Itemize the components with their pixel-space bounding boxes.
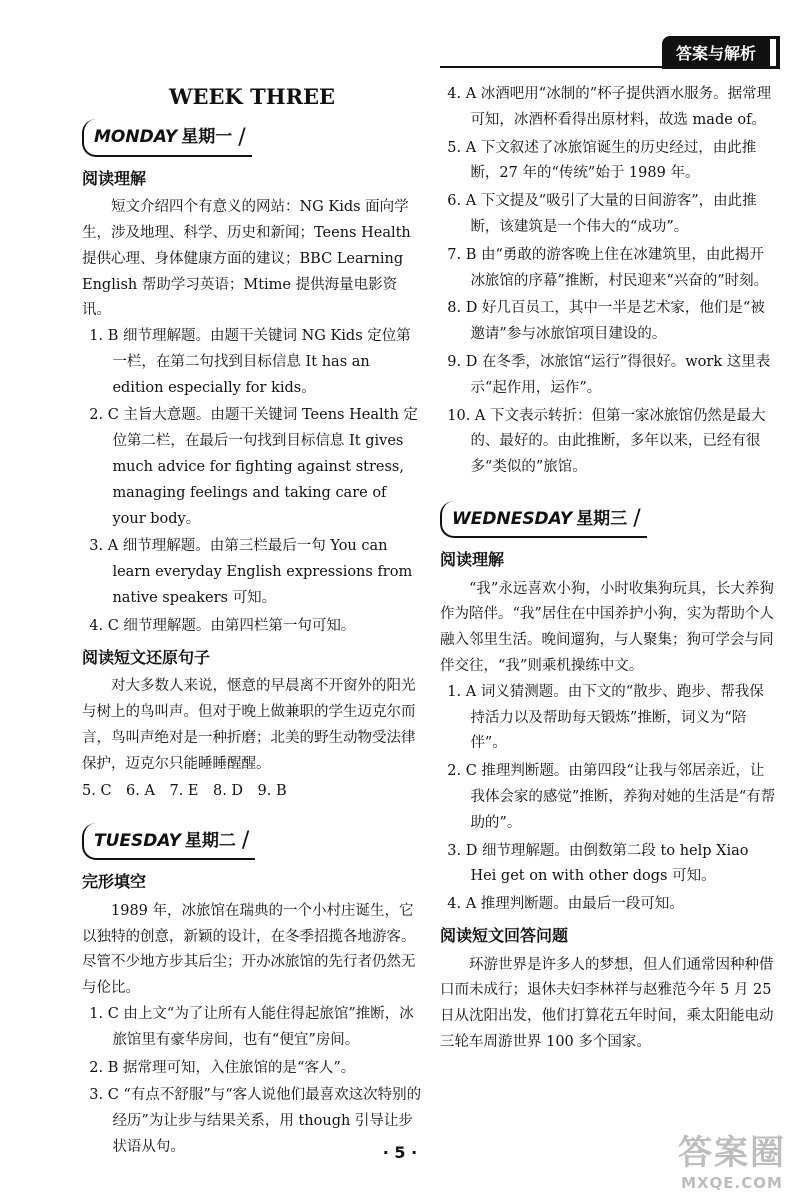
answer-item: 2. C 主旨大意题。由题干关键词 Teens Health 定位第二栏，在最后一句找到目标信息 It gives much advice for fighting against stress, managing feelings and taking care of your body。 bbox=[89, 407, 418, 527]
right-column bbox=[440, 82, 778, 1056]
slash-decoration-icon: / bbox=[238, 124, 246, 150]
answer-item: 4. C 细节理解题。由第四栏第一句可知。 bbox=[89, 617, 356, 634]
day-label-cn: 星期二 bbox=[184, 831, 236, 852]
day-label: MONDAY bbox=[94, 127, 178, 148]
answer-item: 9. D 在冬季，冰旅馆“运行”得很好。work 这里表示“起作用，运作”。 bbox=[447, 353, 771, 396]
answer-item: 10. A 下文表示转折：但第一家冰旅馆仍然是最大的、最好的。由此推断，多年以来，已经有很多“类似的”旅馆。 bbox=[447, 407, 766, 476]
section-header-tag: 答案与解析 bbox=[662, 36, 780, 69]
day-label: WEDNESDAY bbox=[452, 508, 573, 529]
answer-item: 4. A 推理判断题。由最后一段可知。 bbox=[447, 896, 684, 913]
answer-item: 1. C 由上文“为了让所有人能住得起旅馆”推断，冰旅馆里有豪华房间，也有“便宜”房间。 bbox=[89, 1006, 414, 1048]
summary-paragraph: 短文介绍四个有意义的网站：NG Kids 面向学生，涉及地理、科学、历史和新闻；Teens Health 提供心理、身体健康方面的建议；BBC Learning English 帮助学习英语；Mtime 提供海量电影资讯。 bbox=[82, 199, 411, 319]
section-title: 完形填空 bbox=[82, 872, 147, 892]
section-title: 阅读理解 bbox=[82, 168, 147, 188]
summary-paragraph: 1989 年，冰旅馆在瑞典的一个小村庄诞生，它以独特的创意，新颖的设计，在冬季招揽各地游客。尽管不少地方步其后尘；开办冰旅馆的先行者仍然无与伦比。 bbox=[82, 902, 416, 997]
watermark-logo: 答案圈 MXQE.COM bbox=[678, 1133, 786, 1192]
answer-item: 2. C 推理判断题。由第四段“让我与邻居亲近，让我体会家的感觉”推断，养狗对她的生活是“有帮助的”。 bbox=[447, 763, 776, 831]
answer-item: 4. A 冰酒吧用“冰制的”杯子提供酒水服务。据常理可知，冰酒杯看得出原材料，故选 made of。 bbox=[447, 86, 772, 128]
slash-decoration-icon: / bbox=[633, 506, 641, 532]
answer-item: 3. D 细节理解题。由倒数第二段 to help Xiao Hei get on with other dogs 可知。 bbox=[447, 842, 749, 885]
answer-item: 2. B 据常理可知，入住旅馆的是“客人”。 bbox=[89, 1059, 356, 1076]
answer-item: 1. A 词义猜测题。由下文的“散步、跑步、帮我保持活力以及帮助每天锻炼”推断，词义为“陪伴”。 bbox=[447, 683, 764, 752]
summary-paragraph: 环游世界是许多人的梦想，但人们通常因种种借口而未成行；退休夫妇李林祥与赵雅范今年 5 月 25 日从沈阳出发，他们打算花五年时间，乘太阳能电动三轮车周游世界 100 多个国家。 bbox=[440, 956, 774, 1050]
answer-line: 5. C 6. A 7. E 8. D 9. B bbox=[82, 783, 287, 800]
week-title: WEEK THREE bbox=[168, 84, 336, 109]
header-rule bbox=[440, 66, 780, 68]
answer-item: 3. A 细节理解题。由第三栏最后一句 You can learn everyday English expressions from native speakers 可知。 bbox=[89, 538, 413, 607]
day-tag-tuesday bbox=[82, 823, 255, 860]
page-number: · 5 · bbox=[382, 1143, 418, 1162]
left-column bbox=[82, 82, 422, 1163]
day-label-cn: 星期三 bbox=[576, 508, 628, 529]
section-title: 阅读短文回答问题 bbox=[440, 926, 569, 946]
summary-paragraph: 对大多数人来说，惬意的早晨离不开窗外的阳光与树上的鸟叫声。但对于晚上做兼职的学生迈克尔而言，鸟叫声绝对是一种折磨；北美的野生动物受法律保护，迈克尔只能睡睡醒醒。 bbox=[82, 678, 416, 772]
day-tag-monday bbox=[82, 119, 252, 156]
day-label-cn: 星期一 bbox=[181, 127, 233, 148]
answer-item: 7. B 由“勇敢的游客晚上住在冰建筑里，由此揭开冰旅馆的序幕”推断，村民迎来“兴奋的”时刻。 bbox=[447, 246, 769, 289]
section-title: 阅读短文还原句子 bbox=[82, 647, 211, 667]
answer-item: 6. A 下文提及“吸引了大量的日间游客”，由此推断，该建筑是一个伟大的“成功”。 bbox=[447, 193, 757, 235]
slash-decoration-icon: / bbox=[241, 828, 250, 854]
day-label: TUESDAY bbox=[94, 831, 181, 852]
day-tag-wednesday bbox=[440, 501, 647, 538]
answer-item: 5. A 下文叙述了冰旅馆诞生的历史经过，由此推断，27 年的“传统”始于 1989 年。 bbox=[447, 139, 757, 182]
summary-paragraph: “我”永远喜欢小狗，小时收集狗玩具，长大养狗作为陪伴。“我”居住在中国养护小狗，实为帮助个人融入邻里生活。晚间遛狗，与人聚集；狗可学会与同伴交往，“我”则乘机操练中文。 bbox=[440, 580, 774, 675]
section-title: 阅读理解 bbox=[440, 550, 505, 570]
answer-item: 3. C “有点不舒服”与“客人说他们最喜欢这次特别的经历”为让步与结果关系，用 though 引导让步状语从句。 bbox=[89, 1087, 422, 1155]
answer-item: 1. B 细节理解题。由题干关键词 NG Kids 定位第一栏，在第二句找到目标信息 It has an edition especially for kids。 bbox=[89, 328, 411, 396]
answer-item: 8. D 好几百员工，其中一半是艺术家，他们是“被邀请”参与冰旅馆项目建设的。 bbox=[447, 300, 765, 343]
